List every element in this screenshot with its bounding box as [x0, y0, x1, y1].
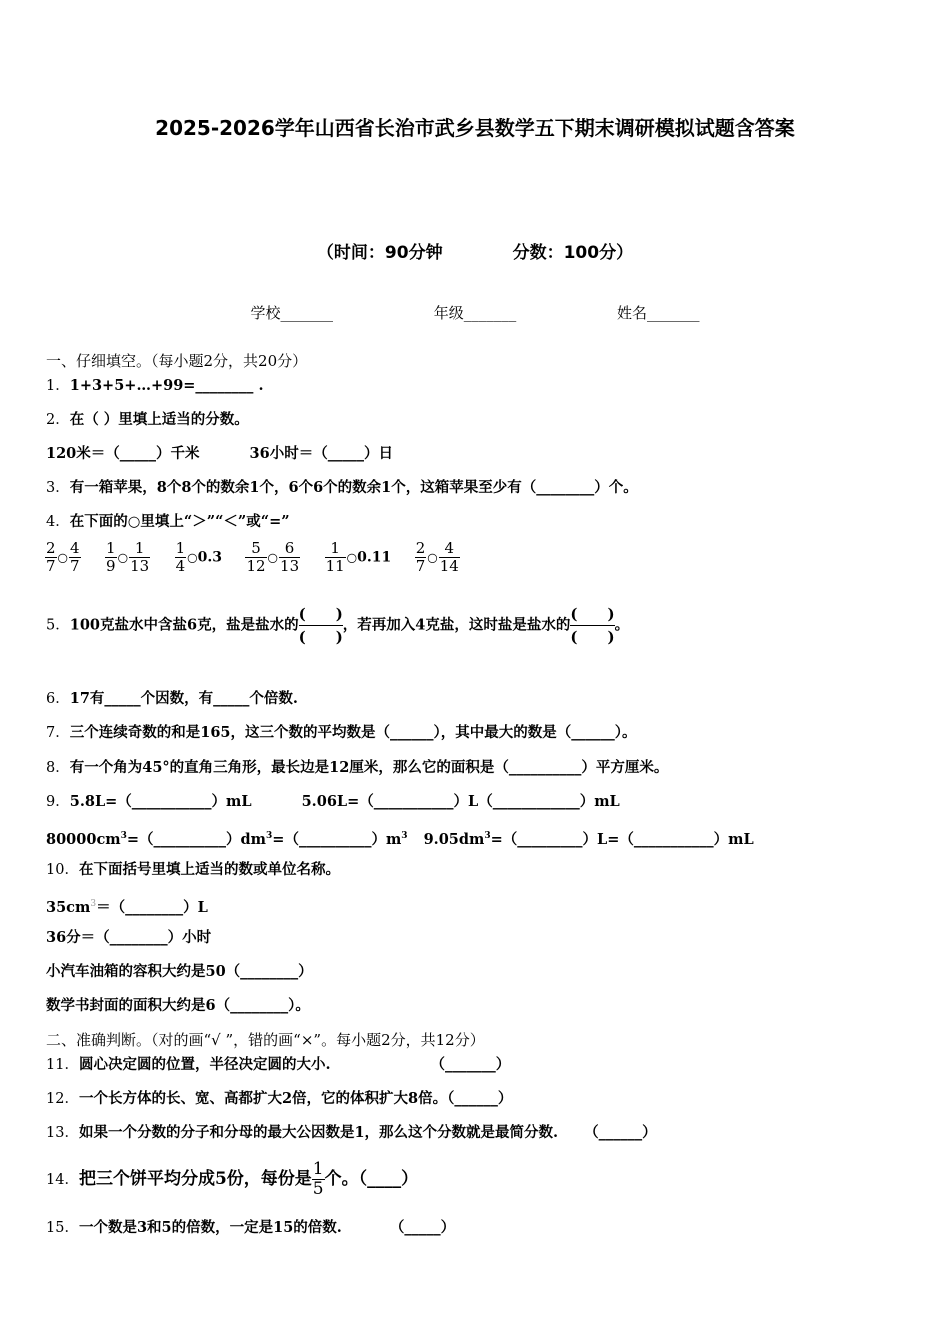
question-10-item-d: 数学书封面的面积大约是6（________）。 — [46, 997, 310, 1014]
question-4-comparisons — [44, 540, 479, 575]
question-text: 17有_____个因数，有_____个倍数. — [69, 690, 298, 707]
section-1-heading: 一、仔细填空。（每小题2分，共20分） — [46, 352, 308, 370]
question-10-item-c: 小汽车油箱的容积大约是50（________） — [46, 963, 313, 980]
compare-circle[interactable]: ○ — [346, 550, 358, 565]
compare-c — [174, 540, 222, 575]
fraction: $\frac{4}{14}$ — [439, 539, 459, 575]
question-number: 15． — [46, 1220, 79, 1236]
question-4 — [46, 512, 290, 532]
question-7 — [46, 723, 637, 743]
decimal-value: 0.11 — [357, 549, 392, 566]
fraction: $\frac{4}{7}$ — [70, 539, 80, 575]
fraction: $\frac{1}{9}$ — [106, 539, 116, 575]
question-text: 三个连续奇数的和是165，这三个数的平均数是（______），其中最大的数是（______）。 — [69, 724, 637, 741]
question-number: 8． — [46, 760, 70, 776]
question-text: ，若再加入4克盐，这时盐是盐水的 — [342, 616, 571, 634]
question-9 — [46, 792, 620, 812]
fraction: $\frac{1}{13}$ — [130, 539, 150, 575]
question-number: 6． — [46, 691, 70, 707]
compare-circle[interactable]: ○ — [57, 550, 69, 565]
question-text: 有一个角为45°的直角三角形，最长边是12厘米，那么它的面积是（__________）平方厘米。 — [69, 759, 669, 776]
question-6 — [46, 689, 298, 709]
question-3 — [46, 478, 638, 498]
fraction: $\frac{1}{4}$ — [175, 539, 186, 575]
question-11 — [46, 1055, 510, 1075]
q9-part-a: 5.8L=（___________）mL — [69, 793, 252, 810]
answer-blank[interactable]: （______） — [584, 1124, 657, 1141]
question-number: 10． — [46, 862, 79, 878]
volume-text: =（__________）dm — [126, 830, 267, 848]
answer-fraction-blank[interactable]: $\frac{( )}{( )}$ — [570, 605, 615, 646]
fraction: $\frac{5}{12}$ — [246, 539, 266, 575]
question-text: 圆心决定圆的位置，半径决定圆的大小. — [78, 1056, 331, 1073]
question-text: 个。（____） — [324, 1169, 419, 1189]
section-2-heading: 二、准确判断。（对的画“√ ”，错的画“×”。每小题2分，共12分） — [46, 1031, 485, 1049]
question-2-items — [46, 444, 393, 464]
question-number: 13． — [46, 1125, 79, 1141]
question-1 — [46, 376, 264, 396]
question-text: 100克盐水中含盐6克，盐是盐水的 — [69, 616, 299, 634]
question-text: 在下面括号里填上适当的数或单位名称。 — [78, 861, 340, 878]
time-label: （时间：90分钟 — [316, 243, 443, 263]
question-14 — [46, 1160, 418, 1199]
question-text: 。 — [614, 616, 630, 634]
question-text: 如果一个分数的分子和分母的最大公因数是1，那么这个分数就是最简分数. — [78, 1124, 559, 1141]
question-number: 5． — [46, 617, 70, 634]
fraction: $\frac{6}{13}$ — [280, 539, 300, 575]
compare-circle[interactable]: ○ — [427, 550, 438, 565]
fraction: $\frac{1}{5}$ — [312, 1159, 324, 1199]
question-13 — [46, 1123, 657, 1143]
volume-text: 80000cm — [46, 830, 121, 848]
compare-e — [324, 540, 392, 575]
student-info — [0, 302, 950, 323]
answer-blank[interactable]: （_______） — [430, 1056, 511, 1073]
question-number: 1． — [46, 378, 70, 394]
q2-item-hours: 36小时＝（_____）日 — [249, 445, 393, 462]
question-10 — [46, 860, 340, 880]
question-number: 9． — [46, 794, 70, 810]
school-field[interactable]: 学校_______ — [250, 304, 333, 322]
name-field[interactable]: 姓名_______ — [617, 304, 700, 322]
compare-circle[interactable]: ○ — [267, 550, 279, 565]
question-number: 7． — [46, 725, 70, 741]
question-number: 4． — [46, 514, 70, 530]
question-number: 11． — [46, 1057, 79, 1073]
answer-fraction-blank[interactable]: $\frac{( )}{( )}$ — [298, 605, 343, 646]
q2-item-meters: 120米＝（_____）千米 — [46, 445, 200, 462]
question-number: 12． — [46, 1091, 79, 1107]
volume-text: =（_________）L=（___________）mL — [490, 830, 754, 848]
question-15 — [46, 1218, 455, 1238]
grade-field[interactable]: 年级_______ — [433, 304, 517, 322]
score-label: 分数：100分） — [512, 243, 634, 263]
answer-blank[interactable]: （_____） — [389, 1219, 456, 1236]
compare-f — [414, 540, 461, 575]
compare-circle[interactable]: ○ — [117, 550, 129, 565]
question-2 — [46, 410, 249, 430]
exam-meta — [0, 238, 950, 263]
question-8 — [46, 758, 668, 778]
volume-text: =（__________）m — [272, 830, 402, 848]
question-12 — [46, 1089, 512, 1109]
compare-circle[interactable]: ○ — [187, 550, 198, 565]
question-number: 3． — [46, 480, 70, 496]
q9-part-b: 5.06L=（___________）L（____________）mL — [301, 793, 620, 810]
page-title: 2025-2026学年山西省长治市武乡县数学五下期末调研模拟试题含答案 — [155, 116, 795, 140]
question-text: 把三个饼平均分成5份，每份是 — [78, 1169, 312, 1189]
question-number: 2． — [46, 412, 70, 428]
question-9-second-row: $80000cm^3=(\_\_\_\_\_\_\_\_\_\_)dm^3=(\_\_\_\_\_\_\_\_\_\_)m^3$ $9.05dm^3=(\_\_\_\_\_\_\_\_\_)L=(\_\_\_\_\_\_\_\_\_\_\_)mL$ — [46, 830, 754, 848]
fraction: $\frac{1}{11}$ — [325, 539, 345, 575]
volume-text: 9.05dm — [423, 830, 485, 848]
question-5 — [46, 603, 629, 648]
question-text: 1+3+5+…+99=________ . — [69, 377, 264, 394]
compare-a — [44, 540, 82, 575]
question-text: 一个长方体的长、宽、高都扩大2倍，它的体积扩大8倍。（______） — [78, 1090, 513, 1107]
compare-d — [244, 540, 301, 575]
question-text: 在（ ）里填上适当的分数。 — [69, 411, 249, 428]
question-text: 有一箱苹果，8个8个的数余1个，6个6个的数余1个，这箱苹果至少有（________）个。 — [69, 479, 638, 496]
fraction: $\frac{2}{7}$ — [46, 539, 56, 575]
question-10-item-a: $35cm^3=(\_\_\_\_\_\_\_\_)L$ — [46, 898, 208, 916]
question-text: 一个数是3和5的倍数，一定是15的倍数. — [78, 1219, 342, 1236]
question-10-item-b: 36分＝（________）小时 — [46, 929, 212, 946]
question-number: 14． — [46, 1172, 79, 1188]
decimal-value: 0.3 — [197, 549, 222, 566]
fraction: $\frac{2}{7}$ — [415, 539, 426, 575]
compare-b — [104, 540, 151, 575]
question-text: 在下面的○里填上“＞”“＜”或“=” — [69, 513, 290, 530]
